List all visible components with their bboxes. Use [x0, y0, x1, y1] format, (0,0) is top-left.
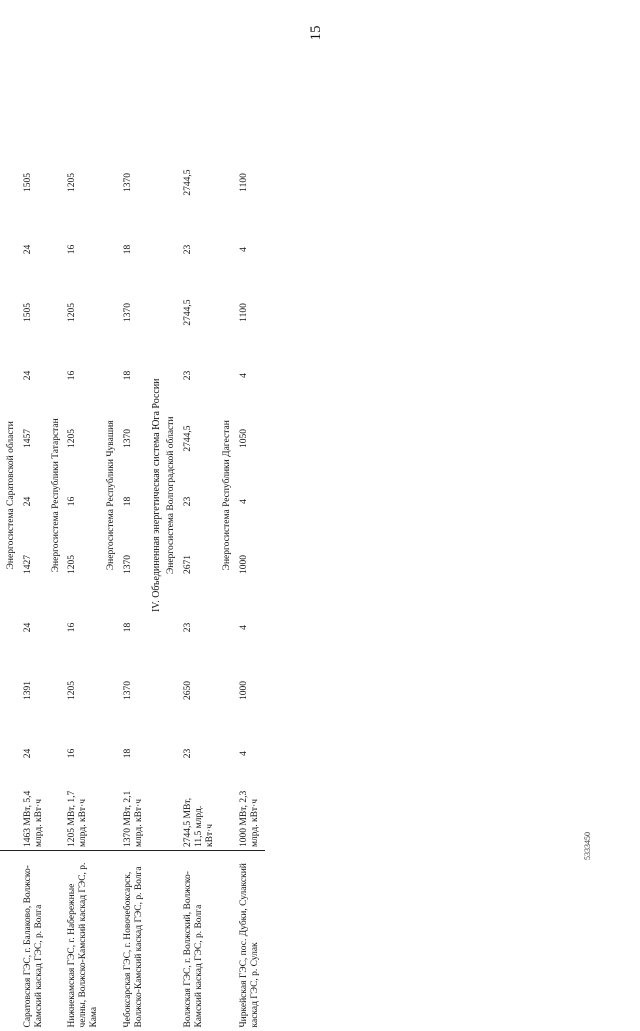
installed-capacity-cell: 1000	[239, 555, 250, 574]
table-row	[179, 141, 220, 1031]
table-row	[235, 141, 265, 1031]
rotated-table-wrapper	[0, 171, 408, 1031]
block-count-cell: 18	[123, 622, 134, 633]
system-header-row	[149, 141, 165, 1031]
plant-capacity: 1000 МВт, 2,3 млрд. кВт·ч	[239, 790, 261, 847]
installed-capacity-cell: 1370	[123, 303, 134, 322]
plant-capacity: 1370 МВт, 2,1 млрд. кВт·ч	[123, 790, 145, 847]
system-header-row	[49, 141, 64, 1031]
installed-capacity-cell: 1370	[123, 429, 134, 448]
block-count-cell: 4	[239, 373, 250, 378]
installed-capacity-cell: 1457	[22, 429, 33, 448]
block-count-cell: 16	[67, 370, 78, 381]
block-count-cell: 24	[22, 370, 33, 381]
block-count-cell: 18	[123, 244, 134, 255]
installed-capacity-cell: 1100	[239, 173, 250, 192]
page-number: 15	[308, 25, 324, 41]
block-count-cell: 24	[22, 244, 33, 255]
system-header-spacer	[4, 851, 19, 1031]
system-header-row	[220, 141, 235, 1031]
hydro-plants-table	[0, 140, 265, 1031]
system-header-row	[4, 141, 19, 1031]
installed-capacity-cell: 2744,5	[183, 425, 194, 452]
energy-system-title: Энергосистема Республики Чувашия	[106, 420, 117, 571]
block-count-cell: 18	[123, 370, 134, 381]
plant-name: Саратовская ГЭС, г. Балаково, Волжско-Камский каскад ГЭС, р. Волга	[19, 851, 49, 1031]
document-id: 5333450	[583, 832, 592, 860]
block-count-cell: 24	[22, 622, 33, 633]
plant-name: Волжская ГЭС, г. Волжский, Волжско-Камский каскад ГЭС, р. Волга	[179, 851, 220, 1031]
block-count-cell: 23	[183, 370, 194, 381]
installed-capacity-cell: 1370	[123, 555, 134, 574]
block-count-cell: 16	[67, 622, 78, 633]
installed-capacity-cell: 1370	[123, 681, 134, 700]
system-header-spacer	[164, 851, 179, 1031]
block-count-cell: 16	[67, 244, 78, 255]
installed-capacity-cell: 1205	[67, 173, 78, 192]
system-header-row	[164, 141, 179, 1031]
block-count-cell: 23	[183, 748, 194, 759]
block-count-cell: 16	[67, 748, 78, 759]
energy-system-title: Энергосистема Саратовской области	[5, 421, 16, 570]
installed-capacity-cell: 1370	[123, 173, 134, 192]
installed-capacity-cell: 1205	[67, 555, 78, 574]
block-count-cell: 23	[183, 622, 194, 633]
system-header-spacer	[104, 851, 119, 1031]
system-header-spacer	[49, 851, 64, 1031]
plant-capacity: 2744,5 МВт, 11,5 млрд. кВт·ч	[183, 797, 216, 847]
block-count-cell: 4	[239, 625, 250, 630]
system-header-row	[104, 141, 119, 1031]
table-row	[63, 141, 104, 1031]
installed-capacity-cell: 1205	[67, 303, 78, 322]
block-count-cell: 16	[67, 496, 78, 507]
installed-capacity-cell: 1000	[239, 681, 250, 700]
plant-capacity: 1205 МВт, 1,7 млрд. кВт·ч	[67, 790, 89, 847]
installed-capacity-cell: 1505	[22, 173, 33, 192]
energy-system-title: IV. Объединенная энергетическая система Юга России	[150, 378, 162, 613]
block-count-cell: 18	[123, 496, 134, 507]
table-row	[119, 141, 149, 1031]
installed-capacity-cell: 1205	[67, 429, 78, 448]
block-count-cell: 24	[22, 496, 33, 507]
installed-capacity-cell: 2671	[183, 555, 194, 574]
plant-capacity: 1463 МВт, 5,4 млрд. кВт·ч	[22, 790, 44, 847]
table-row	[19, 141, 49, 1031]
block-count-cell: 4	[239, 247, 250, 252]
installed-capacity-cell: 1505	[22, 303, 33, 322]
system-header-spacer	[220, 851, 235, 1031]
installed-capacity-cell: 1050	[239, 429, 250, 448]
installed-capacity-cell: 2744,5	[183, 299, 194, 326]
block-count-cell: 23	[183, 496, 194, 507]
plant-name: Чебоксарская ГЭС, г. Новочебоксарск, Волжско-Камский каскад ГЭС, р. Волга	[119, 851, 149, 1031]
system-header-spacer	[149, 851, 165, 1031]
block-count-cell: 24	[22, 748, 33, 759]
block-count-cell: 4	[239, 499, 250, 504]
table-body	[0, 141, 265, 1031]
installed-capacity-cell: 2744,5	[183, 169, 194, 196]
installed-capacity-cell: 1205	[67, 681, 78, 700]
energy-system-title: Энергосистема Республики Татарстан	[50, 418, 61, 573]
installed-capacity-cell: 1391	[22, 681, 33, 700]
block-count-cell: 23	[183, 244, 194, 255]
block-count-cell: 4	[239, 751, 250, 756]
energy-system-title: Энергосистема Республики Дагестан	[222, 420, 233, 571]
installed-capacity-cell: 1427	[22, 555, 33, 574]
plant-name: Нижнекамская ГЭС, г. Набережные челны, Волжско-Камский каскад ГЭС, р. Кама	[63, 851, 104, 1031]
block-count-cell: 18	[123, 748, 134, 759]
energy-system-title: Энергосистема Волгоградской области	[166, 416, 177, 575]
installed-capacity-cell: 1100	[239, 303, 250, 322]
installed-capacity-cell: 2650	[183, 681, 194, 700]
plant-name: Чиркейская ГЭС, пос. Дубки, Сулакский каскад ГЭС, р. Сулак	[235, 851, 265, 1031]
